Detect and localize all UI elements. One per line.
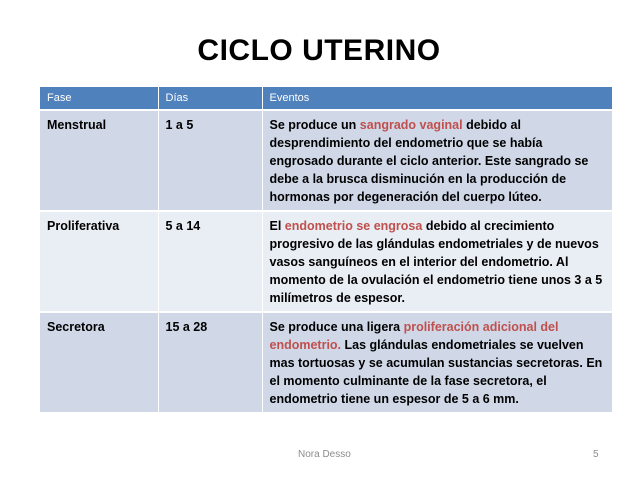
slide-title: CICLO UTERINO — [197, 34, 441, 67]
eventos-segment: Se produce una ligera — [269, 320, 404, 334]
fase-cell: Secretora — [40, 312, 158, 412]
eventos-cell — [262, 211, 612, 312]
eventos-cell — [262, 110, 612, 211]
dias-cell: 15 a 28 — [158, 312, 262, 412]
eventos-segment: debido al desprendimiento del endometrio que se había engrosado durante el ciclo anterior. Este sangrado se debe a la brusca disminución en la producción de hormonas por degeneración del cuerpo lúteo. — [269, 118, 589, 204]
table-row — [40, 211, 612, 312]
uterine-cycle-table — [40, 87, 613, 412]
footer-author: Nora Desso — [298, 449, 351, 460]
dias-cell: 5 a 14 — [158, 211, 262, 312]
eventos-segment: Se produce un — [269, 118, 360, 132]
eventos-cell — [262, 312, 612, 412]
eventos-segment: Las glándulas endometriales se vuelven mas tortuosas y se acumulan sustancias secretoras. En el momento culminante de la fase secretora, el endometrio tiene un espesor de 5 a 6 mm. — [269, 338, 603, 406]
table-row — [40, 312, 612, 412]
fase-cell: Menstrual — [40, 110, 158, 211]
eventos-highlight: proliferación adicional del endometrio. — [269, 320, 559, 352]
header-dias: Días — [158, 87, 262, 110]
table-row — [40, 110, 612, 211]
eventos-segment: debido al crecimiento progresivo de las glándulas endometriales y de nuevos vasos sanguíneos en el interior del endometrio. Al momento de la ovulación el endometrio tiene unos 3 a 5 milímetros de espesor. — [269, 219, 603, 305]
header-fase: Fase — [40, 87, 158, 110]
eventos-highlight: sangrado vaginal — [359, 118, 463, 132]
fase-cell: Proliferativa — [40, 211, 158, 312]
header-eventos: Eventos — [262, 87, 612, 110]
eventos-highlight: endometrio se engrosa — [284, 219, 423, 233]
table-header-row — [40, 87, 612, 110]
page-number: 5 — [593, 449, 599, 460]
eventos-segment: El — [269, 219, 285, 233]
dias-cell: 1 a 5 — [158, 110, 262, 211]
